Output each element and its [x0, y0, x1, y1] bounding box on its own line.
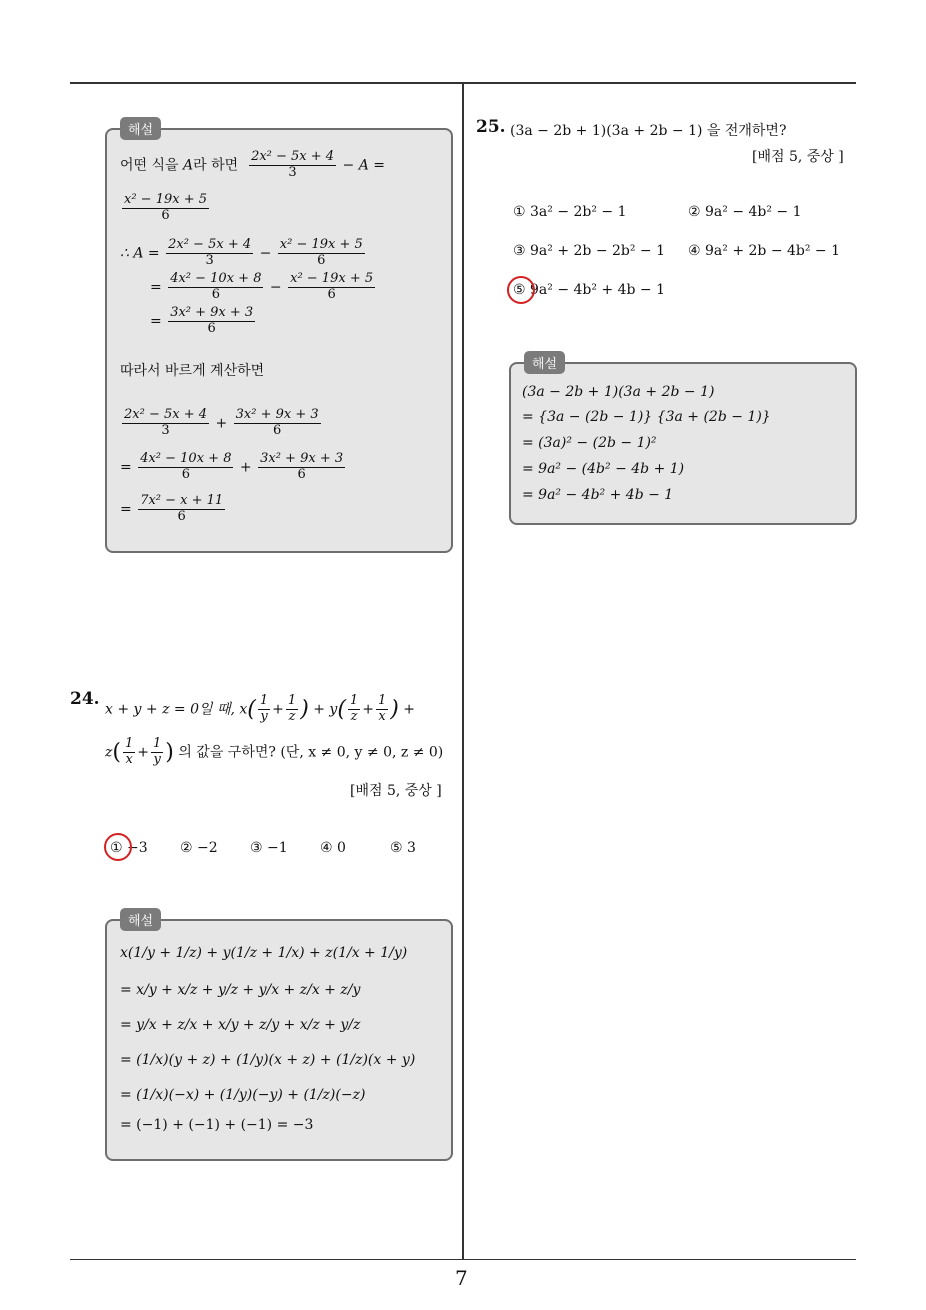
sol23-intro: 어떤 식을 A라 하면 $\frac{\text{2x² − 5x + 4}}{3}$ − A = [120, 149, 386, 180]
q24-choice-4[interactable]: ④ 0 [320, 840, 346, 856]
sol23-correct1: $\frac{\text{2x² − 5x + 4}}{3}$ + $\frac{\text{3x² + 9x + 3}}{6}$ [124, 407, 319, 438]
solution-tag-24: 해설 [120, 908, 161, 931]
solution-tag-23: 해설 [120, 117, 161, 140]
sol23-correct2: = $\frac{\text{4x² − 10x + 8}}{6}$ + $\frac{\text{3x² + 9x + 3}}{6}$ [120, 451, 344, 482]
q25-score: [배점 5, 중상 ] [752, 149, 844, 165]
sol25-line3: = (3a)² − (2b − 1)² [522, 435, 657, 451]
bottom-rule [70, 1259, 856, 1260]
solution-tag-25: 해설 [524, 351, 565, 374]
q24-line2: z( $\frac{1}{x}$ + $\frac{1}{y}$ ) 의 값을 구하면? (단, x ≠ 0, y ≠ 0, z ≠ 0) [105, 736, 444, 767]
q24-choice-5[interactable]: ⑤ 3 [390, 840, 416, 856]
q25-choice-5[interactable]: ⑤ 9a² − 4b² + 4b − 1 [513, 282, 666, 298]
page-number: 7 [455, 1266, 468, 1290]
q25-question: (3a − 2b + 1)(3a + 2b − 1) 을 전개하면? [510, 123, 787, 139]
sol25-line5: = 9a² − 4b² + 4b − 1 [522, 487, 674, 503]
q25-choice-3[interactable]: ③ 9a² + 2b − 2b² − 1 [513, 243, 666, 259]
answer-mark-25 [507, 276, 535, 304]
sol25-line4: = 9a² − (4b² − 4b + 1) [522, 461, 685, 477]
q24-choice-1[interactable]: ① −3 [110, 840, 148, 856]
sol24-line6: = (−1) + (−1) + (−1) = −3 [120, 1117, 314, 1133]
sol23-step3: = $\frac{\text{3x² + 9x + 3}}{6}$ [150, 305, 254, 336]
q25-choice-2[interactable]: ② 9a² − 4b² − 1 [688, 204, 802, 220]
sol24-line3: = y/x + z/x + x/y + z/y + x/z + y/z [120, 1017, 361, 1033]
sol24-line1: x(1/y + 1/z) + y(1/z + 1/x) + z(1/x + 1/y) [120, 945, 408, 961]
q25-choice-1[interactable]: ① 3a² − 2b² − 1 [513, 204, 627, 220]
sol23-correct3: = $\frac{\text{7x² − x + 11}}{6}$ [120, 493, 224, 524]
sol24-line4: = (1/x)(y + z) + (1/y)(x + z) + (1/z)(x + y) [120, 1052, 416, 1068]
sol25-line2: = {3a − (2b − 1)} {3a + (2b − 1)} [522, 409, 771, 425]
q25-choice-4[interactable]: ④ 9a² + 2b − 4b² − 1 [688, 243, 841, 259]
q24-choice-2[interactable]: ② −2 [180, 840, 218, 856]
sol23-correct-text: 따라서 바르게 계산하면 [120, 363, 265, 379]
q24-choice-3[interactable]: ③ −1 [250, 840, 288, 856]
sol24-line5: = (1/x)(−x) + (1/y)(−y) + (1/z)(−z) [120, 1087, 366, 1103]
question-number-24: 24. [70, 689, 100, 709]
q24-score: [배점 5, 중상 ] [350, 783, 442, 799]
answer-mark-24 [104, 833, 132, 861]
sol24-line2: = x/y + x/z + y/z + y/x + z/x + z/y [120, 982, 361, 998]
question-number-25: 25. [476, 117, 506, 137]
q24-line1: x + y + z = 0일 때, x( $\frac{1}{y}$ + $\frac{1}{z}$ ) + y( $\frac{1}{z}$ + $\frac{1}{x}$ ) + [105, 693, 415, 724]
sol23-given: $\frac{\text{x² − 19x + 5}}{6}$ [124, 192, 208, 223]
sol23-step1: ∴ A = $\frac{\text{2x² − 5x + 4}}{3}$ − $\frac{\text{x² − 19x + 5}}{6}$ [120, 237, 363, 268]
column-divider [462, 84, 464, 1260]
sol23-step2: = $\frac{\text{4x² − 10x + 8}}{6}$ − $\frac{\text{x² − 19x + 5}}{6}$ [150, 271, 374, 302]
sol25-line1: (3a − 2b + 1)(3a + 2b − 1) [522, 384, 715, 400]
